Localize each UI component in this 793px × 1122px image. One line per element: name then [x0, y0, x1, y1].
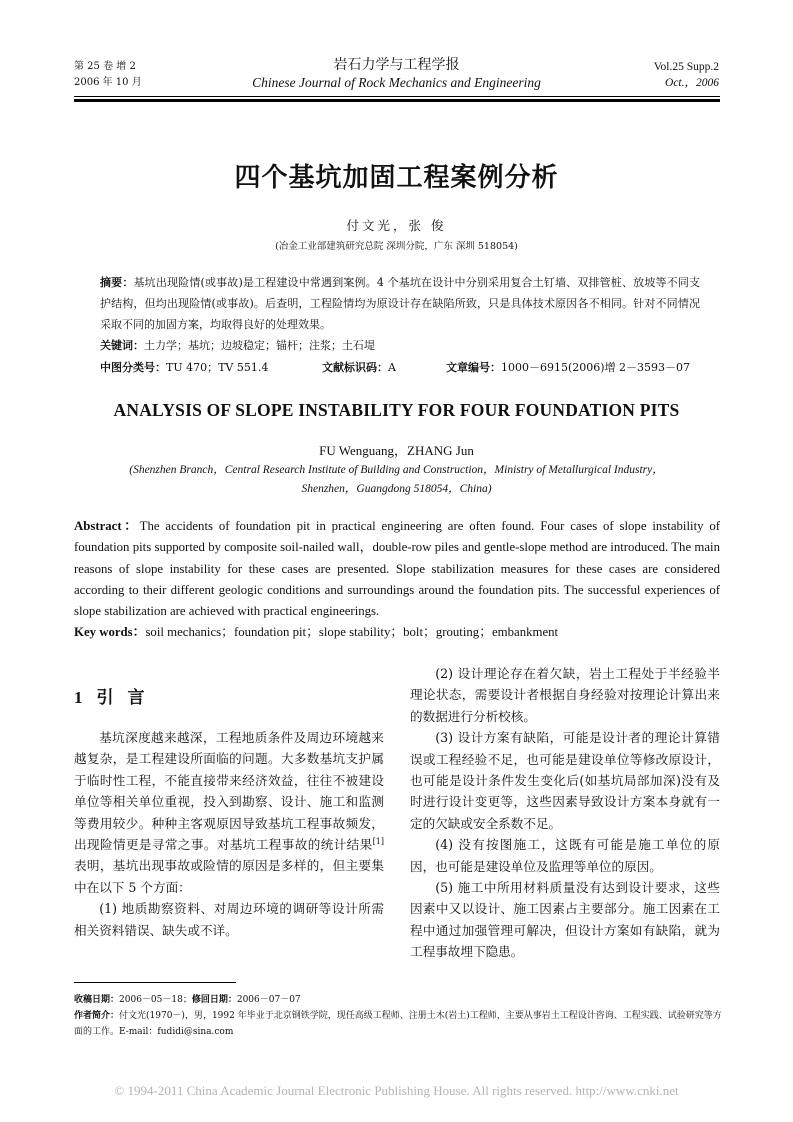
- clc-code: [100, 357, 268, 378]
- title-en: ANALYSIS OF SLOPE INSTABILITY FOR FOUR FOUNDATION PITS: [113, 400, 680, 420]
- doc-value: A: [388, 361, 396, 374]
- affiliation-en-line1: (Shenzhen Branch，Central Research Institute of Building and Construction，Ministry of Metallurgical Industry，: [129, 464, 664, 476]
- article-code: [446, 357, 690, 378]
- keywords-en-label: Key words：: [74, 625, 146, 640]
- copyright-watermark: © 1994-2011 China Academic Journal Electronic Publishing House. All rights reserved. http://www.cnki.net: [114, 1083, 679, 1098]
- keywords-cn-text: 土力学；基坑；边坡稳定；锚杆；注浆；土石堤: [144, 339, 375, 352]
- article-value: 1000－6915(2006)增 2－3593－07: [501, 361, 691, 374]
- affiliation-en-line2: Shenzhen，Guangdong 518054，China): [301, 483, 492, 495]
- doc-label: 文献标识码：: [322, 361, 388, 374]
- list-item-5: (5) 施工中所用材料质量没有达到设计要求，这些因素中又以设计、施工因素占主要部分。施工因素在工程中通过加强管理可解决，但设计方案如有缺陷，就为工程事故埋下隐患。: [410, 880, 720, 960]
- received-label: 收稿日期：: [74, 995, 120, 1005]
- citation-ref: [1]: [372, 836, 384, 846]
- abstract-en-text: The accidents of foundation pit in practical engineering are often found. Four cases of slope instability of foundation pits supported by composite soil-nailed wall，double-row piles and gentle-slope method are introduced. The main reasons of slope instability for these cases are presented. Slope stabilization measures for these cases are considered according to their different geologic conditions and surroundings around the foundation pits. The successful experiences of slope stabilization are achieved with practical engineerings.: [74, 519, 720, 619]
- article-label: 文章编号：: [446, 361, 501, 374]
- paragraph-intro-part2: 表明，基坑出现事故或险情的原因是多样的，但主要集中在以下 5 个方面：: [74, 858, 384, 895]
- revised-label: 修回日期：: [191, 995, 237, 1005]
- abstract-en: [74, 516, 720, 644]
- journal-name-cn: 岩石力学与工程学报: [333, 57, 460, 73]
- bio-text: 付文光(1970－)，男，1992 年毕业于北京钢铁学院，现任高级工程师、注册土木(岩土)工程师，主要从事岩土工程设计咨询、工程实践、试验研究等方面的工作。E-mail：fudidi@sina.com: [74, 1011, 722, 1037]
- header-date: 2006 年 10 月: [74, 77, 142, 88]
- footnote-rule: [74, 982, 236, 983]
- abstract-cn: [100, 272, 700, 356]
- abstract-en-label: Abstract：: [74, 519, 140, 533]
- header-date-en: Oct.，2006: [665, 77, 719, 89]
- header-volume: 第 25 卷 增 2: [74, 61, 136, 72]
- clc-label: 中图分类号：: [100, 361, 166, 374]
- journal-name-en: Chinese Journal of Rock Mechanics and Engineering: [252, 75, 541, 90]
- body-column-left: [74, 727, 384, 941]
- header-volume-info-en: [654, 59, 719, 91]
- paragraph-intro: [74, 727, 384, 898]
- affiliation-cn: (冶金工业部建筑研究总院 深圳分院，广东 深圳 518054): [275, 241, 518, 252]
- section-title: 引言: [96, 688, 159, 708]
- list-item-1: (1) 地质勘察资料、对周边环境的调研等设计所需相关资料错误、缺失或不详。: [74, 901, 384, 938]
- section-heading: [74, 683, 159, 708]
- list-item-3: (3) 设计方案有缺陷，可能是设计者的理论计算错误或工程经验不足，也可能是建设单位等修改原设计，也可能是设计条件发生变化后(如基坑局部加深)没有及时进行设计变更等，这些因素导致设计方案本身就有一定的欠缺或安全系数不足。: [410, 730, 720, 831]
- header-rule-thin: [74, 96, 720, 97]
- body-column-right: [410, 663, 720, 963]
- affiliation-en: [0, 461, 793, 499]
- paragraph-intro-part1: 基坑深度越来越深，工程地质条件及周边环境越来越复杂，是工程建设所面临的问题。大多数基坑支护属于临时性工程，不能直接带来经济效益，往往不被建设单位等相关单位重视，投入到勘察、设计、施工和监测等费用较少。种种主客观原因导致基坑工程事故频发，出现险情更是寻常之事。对基坑工程事故的统计结果: [74, 730, 384, 853]
- authors-cn: 付文光，张 俊: [346, 218, 447, 233]
- page-title: 四个基坑加固工程案例分析: [234, 163, 559, 193]
- bio-label: 作者简介：: [74, 1011, 120, 1021]
- footnote-bio: [74, 1008, 724, 1040]
- doc-code: [322, 357, 396, 378]
- list-item-4: (4) 没有按图施工，这既有可能是施工单位的原因，也可能是建设单位及监理等单位的原因。: [410, 837, 720, 874]
- section-number: 1: [74, 688, 83, 707]
- received-value: 2006－05－18；: [119, 995, 192, 1005]
- header-volume-en: Vol.25 Supp.2: [653, 61, 719, 73]
- list-item-2: (2) 设计理论存在着欠缺，岩土工程处于半经验半理论状态，需要设计者根据自身经验对按理论计算出来的数据进行分析校核。: [410, 666, 720, 724]
- header-rule-thick: [74, 99, 720, 102]
- keywords-cn-label: 关键词：: [100, 339, 144, 352]
- revised-value: 2006－07－07: [236, 995, 301, 1005]
- keywords-en-text: soil mechanics；foundation pit；slope stability；bolt；grouting；embankment: [145, 625, 559, 640]
- footnote-dates: [74, 992, 724, 1008]
- abstract-cn-text: 基坑出现险情(或事故)是工程建设中常遇到案例。4 个基坑在设计中分别采用复合土钉墙、双排管桩、放坡等不同支护结构，但均出现险情(或事故)。后查明，工程险情均为原设计存在缺陷所致，只是具体技术原因各不相同。针对不同情况采取不同的加固方案，均取得良好的处理效果。: [100, 276, 701, 331]
- clc-value: TU 470；TV 551.4: [166, 361, 269, 374]
- footnotes: [74, 992, 724, 1040]
- abstract-cn-label: 摘要：: [100, 276, 134, 289]
- authors-en: FU Wenguang，ZHANG Jun: [319, 443, 474, 458]
